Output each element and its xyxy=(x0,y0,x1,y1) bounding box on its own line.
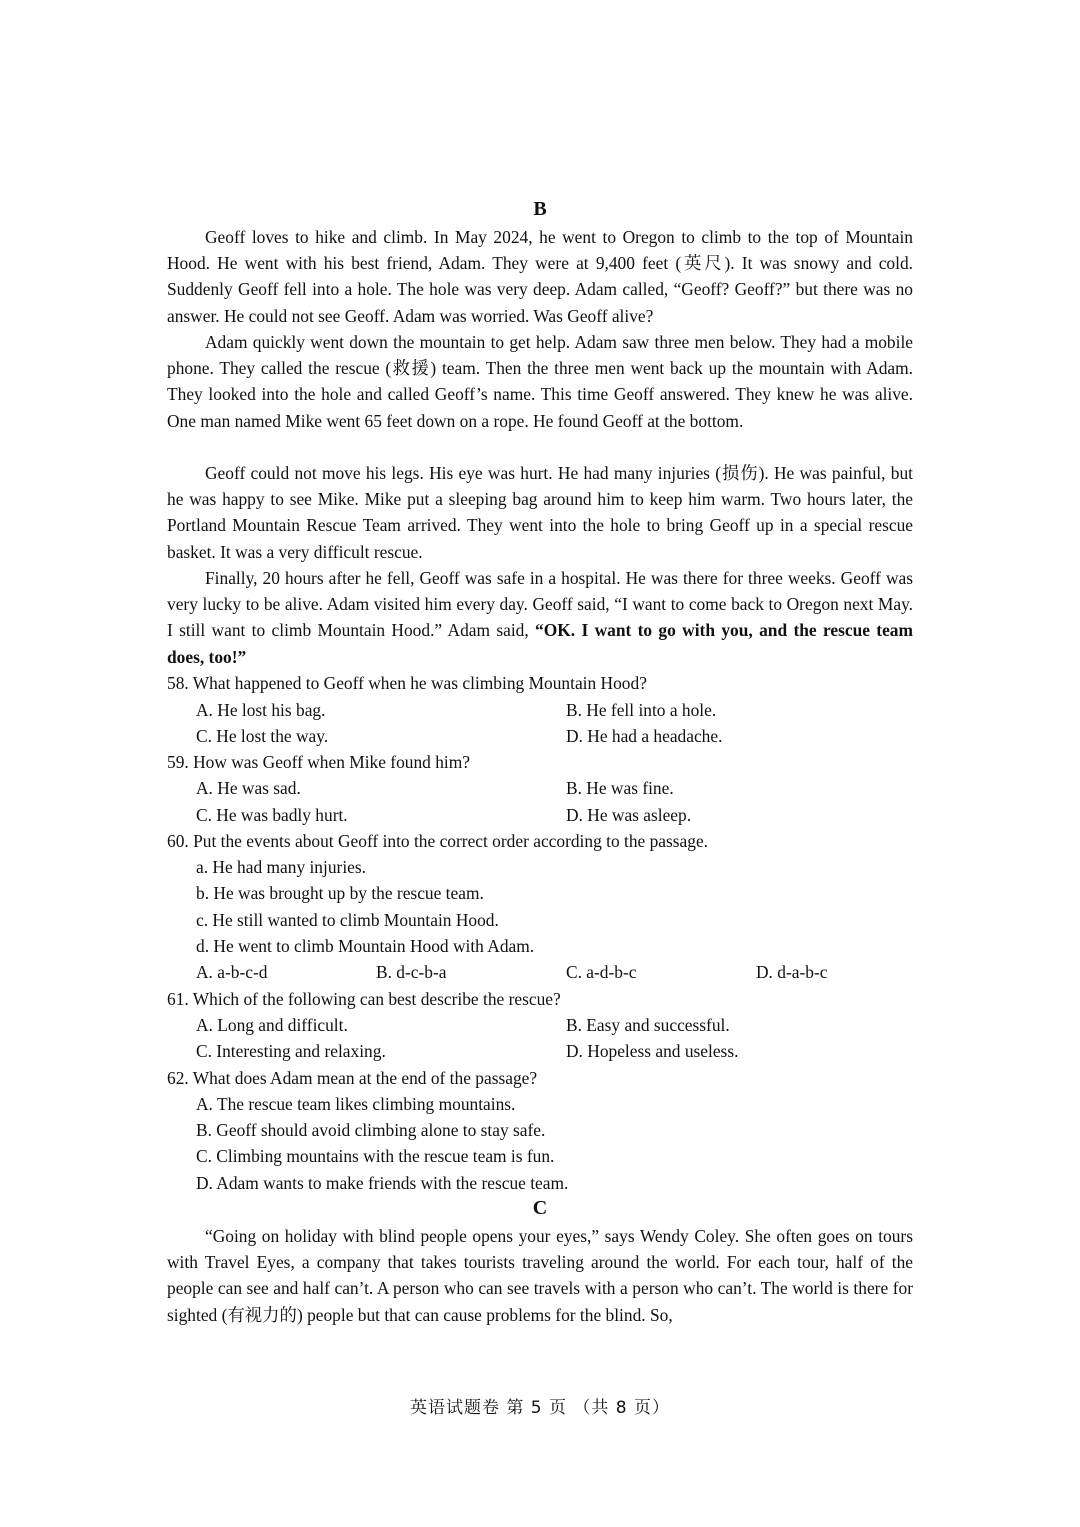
q62-option-d: D. Adam wants to make friends with the rescue team. xyxy=(196,1173,569,1193)
q60-option-d: D. d-a-b-c xyxy=(756,962,828,982)
q58-option-a: A. He lost his bag. xyxy=(196,700,326,720)
q60-event-c: c. He still wanted to climb Mountain Hood. xyxy=(196,910,499,930)
q62-option-b: B. Geoff should avoid climbing alone to stay safe. xyxy=(196,1120,546,1140)
section-b-paragraph-1: Geoff loves to hike and climb. In May 2024, he went to Oregon to climb to the top of Mountain Hood. He went with his best friend, Adam. They were at 9,400 feet (英尺). It was snowy and cold. Suddenly Geoff fell into a hole. The hole was very deep. Adam called, “Geoff? Geoff?” but there was no answer. He could not see Geoff. Adam was worried. Was Geoff alive? xyxy=(167,227,913,326)
section-b-paragraph-2: Adam quickly went down the mountain to get help. Adam saw three men below. They had a mobile phone. They called the rescue (救援) team. Then the three men went back up the mountain with Adam. They looked into the hole and called Geoff’s name. This time Geoff answered. They knew he was alive. One man named Mike went 65 feet down on a rope. He found Geoff at the bottom. xyxy=(167,332,913,431)
q60-event-a: a. He had many injuries. xyxy=(196,857,366,877)
q59-option-d: D. He was asleep. xyxy=(566,805,692,825)
q59-option-b: B. He was fine. xyxy=(566,778,674,798)
section-b-paragraph-3: Geoff could not move his legs. His eye was hurt. He had many injuries (损伤). He was painful, but he was happy to see Mike. Mike put a sleeping bag around him to keep him warm. Two hours later, the Portland Mountain Rescue Team arrived. They went into the hole to bring Geoff up in a special rescue basket. It was a very difficult rescue. xyxy=(167,463,913,562)
q60-option-c: C. a-d-b-c xyxy=(566,962,637,982)
question-58: 58. What happened to Geoff when he was climbing Mountain Hood? xyxy=(167,673,647,693)
q60-option-b: B. d-c-b-a xyxy=(376,962,447,982)
adam-quote-bold: “OK. I want to go with you, and the rescue team does, too!” xyxy=(167,620,913,667)
question-60: 60. Put the events about Geoff into the correct order according to the passage. xyxy=(167,831,709,851)
section-b-title: B xyxy=(533,198,547,220)
q61-option-d: D. Hopeless and useless. xyxy=(566,1041,739,1061)
q61-option-a: A. Long and difficult. xyxy=(196,1015,348,1035)
q62-option-a: A. The rescue team likes climbing mountains. xyxy=(196,1094,516,1114)
section-b-paragraph-4 xyxy=(167,565,913,670)
q59-option-c: C. He was badly hurt. xyxy=(196,805,348,825)
q60-event-b: b. He was brought up by the rescue team. xyxy=(196,883,484,903)
question-61: 61. Which of the following can best describe the rescue? xyxy=(167,989,561,1009)
q61-option-c: C. Interesting and relaxing. xyxy=(196,1041,386,1061)
question-62: 62. What does Adam mean at the end of the passage? xyxy=(167,1068,538,1088)
q58-option-c: C. He lost the way. xyxy=(196,726,329,746)
q62-option-c: C. Climbing mountains with the rescue team is fun. xyxy=(196,1146,555,1166)
q60-option-a: A. a-b-c-d xyxy=(196,962,268,982)
q59-option-a: A. He was sad. xyxy=(196,778,301,798)
section-c-paragraph-1: “Going on holiday with blind people opens your eyes,” says Wendy Coley. She often goes on tours with Travel Eyes, a company that takes tourists traveling around the world. For each tour, half of the people can see and half can’t. A person who can see travels with a person who can’t. The world is there for sighted (有视力的) people but that can cause problems for the blind. So, xyxy=(167,1226,913,1325)
page-footer: 英语试题卷 第 5 页 （共 8 页） xyxy=(409,1398,671,1418)
section-c-title: C xyxy=(532,1197,548,1219)
question-59: 59. How was Geoff when Mike found him? xyxy=(167,752,470,772)
q58-option-b: B. He fell into a hole. xyxy=(566,700,717,720)
q61-option-b: B. Easy and successful. xyxy=(566,1015,730,1035)
q60-event-d: d. He went to climb Mountain Hood with Adam. xyxy=(196,936,535,956)
paragraph-4-text: Finally, 20 hours after he fell, Geoff was safe in a hospital. He was there for three weeks. Geoff was very lucky to be alive. Adam visited him every day. Geoff said, “I want to come back to Oregon next May. I still want to climb Mountain Hood.” Adam said, xyxy=(167,568,913,641)
q58-option-d: D. He had a headache. xyxy=(566,726,723,746)
